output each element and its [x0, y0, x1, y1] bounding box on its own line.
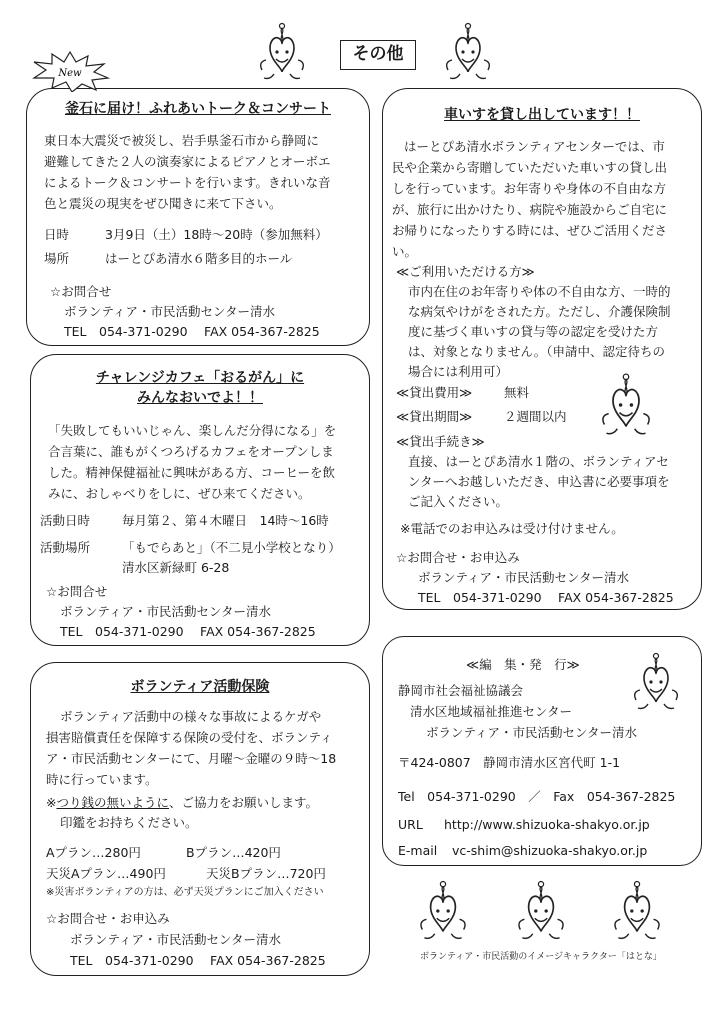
publisher-url[interactable]: URL http://www.shizuoka-shakyo.or.jp	[398, 817, 650, 832]
publisher-orgs: 静岡市社会福祉協議会 清水区地域福祉推進センター ボランティア・市民活動センター清水	[398, 683, 638, 740]
new-badge-icon	[30, 50, 110, 92]
publisher-title: ≪編 集・発 行≫	[466, 657, 580, 672]
page-title: その他	[340, 40, 416, 70]
publisher-address: 〒424-0807 静岡市清水区宮代町 1-1	[398, 755, 621, 770]
wheelchair-phone-note: ※電話でのお申込みは受け付けません。	[400, 521, 624, 536]
wheelchair-period: ≪貸出期間≫ ２週間以内	[396, 409, 567, 424]
mascot-hatona-icon	[600, 372, 652, 438]
wheelchair-contact: ☆お問合せ・お申込み ボランティア・市民活動センター清水 TEL 054-371-0290 FAX 054-367-2825	[396, 550, 674, 605]
wheelchair-body: はーとぴあ清水ボランティアセンターでは、市 民や企業から寄贈していただいた車いすの貸し出 しを行っています。お年寄りや身体の不自由な方 が、旅行に出かけたり、病院や施設からご自宅に お帰りになったりする時には、ぜひご活用くださ い。	[392, 139, 668, 259]
wheelchair-users: ≪ご利用いただける方≫ 市内在住のお年寄りや体の不自由な方、一時的 な病気やけがをされた方。ただし、介護保険制 度に基づく車いすの貸与等の認定を受けた方 は、対象となりません。（申請中、認定待ちの 場合には利用可）	[396, 264, 671, 379]
publisher-email[interactable]: E-mail vc-shim@shizuoka-shakyo.or.jp	[398, 843, 648, 858]
wheelchair-title: 車いすを貸し出しています！！	[444, 107, 640, 123]
insurance-body: ボランティア活動中の様々な事故によるケガや 損害賠償責任を保障する保険の受付を、ボランティ ア・市民活動センターにて、月曜～金曜の９時～18 時に行っています。	[46, 709, 337, 787]
concert-date: 日時 3月9日（土）18時～20時（参加無料）	[44, 227, 328, 242]
cafe-date: 活動日時 毎月第２、第４木曜日 14時～16時	[40, 513, 329, 528]
insurance-contact: ☆お問合せ・お申込み ボランティア・市民活動センター清水 TEL 054-371-0290 FAX 054-367-2825	[46, 911, 326, 968]
insurance-plans: Aプラン…280円 Bプラン…420円 天災Aプラン…490円 天災Bプラン…720円	[46, 845, 326, 881]
wheelchair-fee: ≪貸出費用≫ 無料	[396, 385, 530, 400]
concert-place: 場所 はーとぴあ清水６階多目的ホール	[44, 251, 293, 266]
new-badge-text: New	[58, 68, 82, 79]
cafe-body: 「失敗してもいいじゃん、楽しんだ分得になる」を 合言葉に、誰もがくつろげるカフェをオープンしま した。精神保健福祉に興味がある方、コーヒーを飲 みに、おしゃべりをしに、ぜひ来てください。	[48, 423, 337, 501]
mascot-hatona-icon	[612, 880, 662, 942]
publisher-tel-fax: Tel 054-371-0290 ／ Fax 054-367-2825	[398, 789, 676, 804]
mascot-hatona-icon	[418, 880, 468, 942]
wheelchair-procedure: ≪貸出手続き≫ 直接、はーとぴあ清水１階の、ボランティアセ ンターへお越しいただき、申込書に必要事項を ご記入ください。	[396, 434, 670, 509]
insurance-disaster-note: ※災害ボランティアの方は、必ず天災プランにご加入ください	[46, 887, 324, 898]
cafe-title: チャレンジカフェ「おるがん」に みんなおいでよ！！	[95, 370, 305, 406]
concert-title: 釜石に届け！ふれあいトーク＆コンサート	[65, 101, 331, 117]
insurance-seal: 印鑑をお持ちください。	[60, 815, 198, 830]
mascot-hatona-icon	[258, 22, 306, 82]
concert-body: 東日本大震災で被災し、岩手県釜石市から静岡に 避難してきた２人の演奏家によるピアノとオーボエ によるトーク＆コンサートを行います。きれいな音 色と震災の現実をぜひ聞きに来て下さい。	[44, 133, 331, 211]
insurance-note: ※つり銭の無いように、ご協力をお願いします。	[46, 795, 319, 810]
mascot-hatona-icon	[444, 22, 492, 82]
mascot-hatona-icon	[516, 880, 566, 942]
cafe-place: 活動場所 「もでらあと」（不二見小学校となり） 清水区新緑町 6-28	[40, 540, 341, 575]
concert-contact: ☆お問合せ ボランティア・市民活動センター清水 TEL 054-371-0290 FAX 054-367-2825	[50, 284, 320, 339]
cafe-contact: ☆お問合せ ボランティア・市民活動センター清水 TEL 054-371-0290 FAX 054-367-2825	[46, 584, 316, 639]
insurance-title: ボランティア活動保険	[130, 679, 270, 695]
mascot-hatona-icon	[632, 652, 680, 712]
mascot-caption: ボランティア・市民活動のイメージキャラクター「はとな」	[420, 952, 662, 962]
